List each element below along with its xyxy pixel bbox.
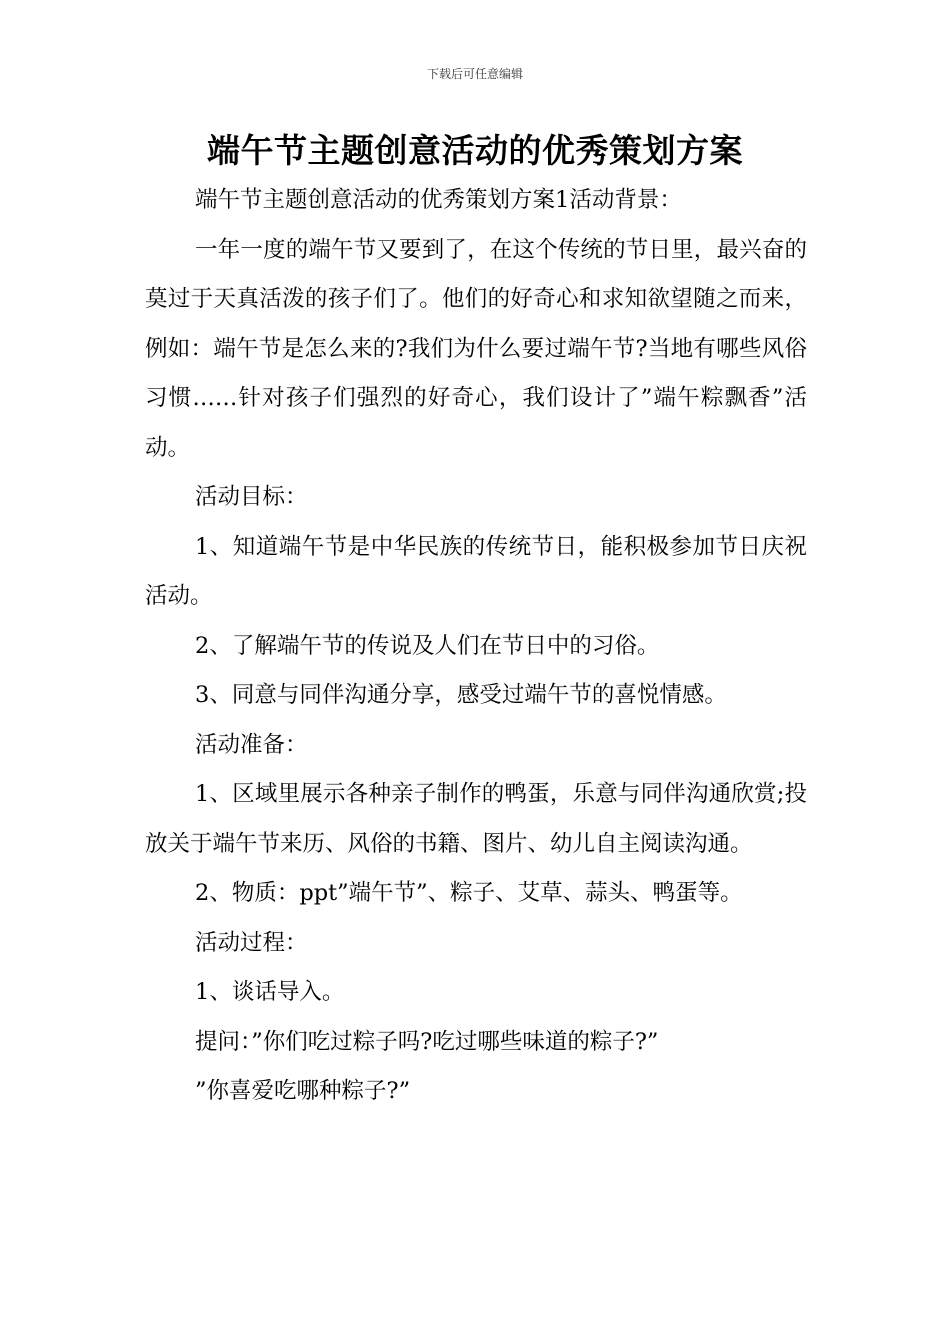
paragraph-process-1: 1、谈话导入。	[195, 979, 345, 1005]
paragraph-intro: 端午节主题创意活动的优秀策划方案1活动背景：	[195, 187, 682, 213]
paragraph-background: 一年一度的端午节又要到了，在这个传统的节日里，最兴奋的莫过于天真活泼的孩子们了。他们的好奇心和求知欲望随之而来，例如：端午节是怎么来的?我们为什么要过端午节?当地有哪些风俗习惯……针对孩子们强烈的好奇心，我们设计了”端午粽飘香”活动。	[145, 236, 807, 461]
paragraph-prep-2: 2、物质：ppt”端午节”、粽子、艾草、蒜头、鸭蛋等。	[195, 880, 743, 906]
paragraph-goal-2: 2、了解端午节的传说及人们在节日中的习俗。	[195, 632, 660, 659]
document-body	[145, 176, 807, 1117]
header-note: 下载后可任意编辑	[426, 67, 523, 81]
heading-process: 活动过程：	[195, 929, 308, 956]
paragraph-question-1: 提问：”你们吃过粽子吗?吃过哪些味道的粽子?”	[195, 1028, 659, 1055]
paragraph-prep-1: 1、区域里展示各种亲子制作的鸭蛋，乐意与同伴沟通欣赏;投放关于端午节来历、风俗的书籍、图片、幼儿自主阅读沟通。	[145, 781, 807, 857]
heading-preparation: 活动准备：	[195, 731, 308, 758]
paragraph-goal-1: 1、知道端午节是中华民族的传统节日，能积极参加节日庆祝活动。	[145, 533, 807, 609]
heading-goals: 活动目标：	[195, 484, 308, 510]
paragraph-goal-3: 3、同意与同伴沟通分享，感受过端午节的喜悦情感。	[195, 682, 727, 708]
document-title: 端午节主题创意活动的优秀策划方案	[207, 131, 743, 170]
paragraph-question-2: ”你喜爱吃哪种粽子?”	[195, 1078, 411, 1104]
